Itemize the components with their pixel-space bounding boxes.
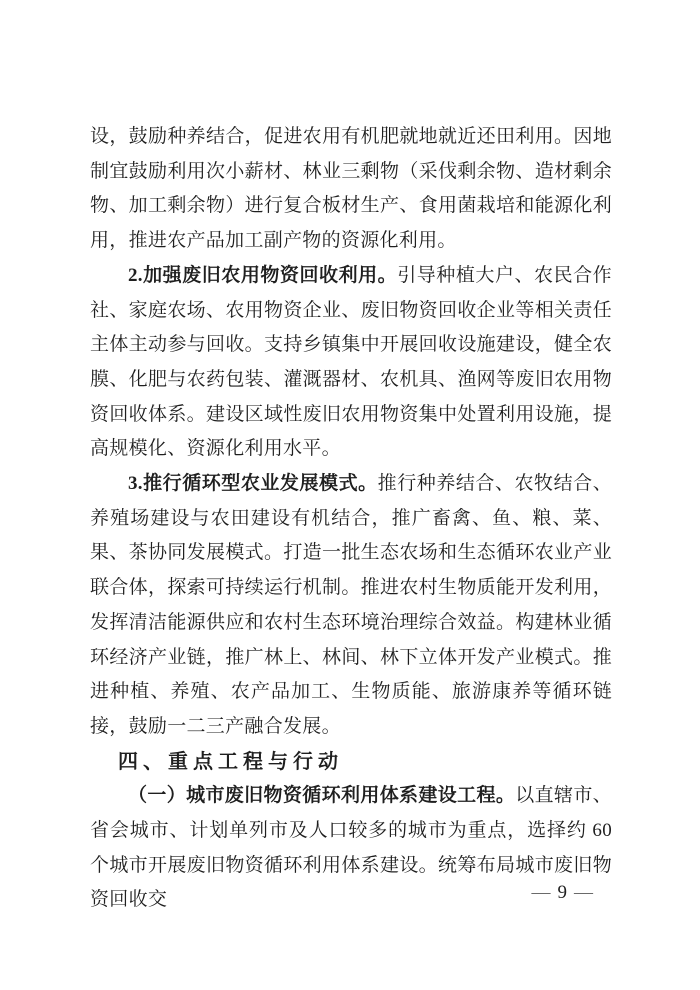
page-number-value: 9 bbox=[557, 882, 568, 903]
paragraph: 2.加强废旧农用物资回收利用。引导种植大户、农民合作社、家庭农场、农用物资企业、废旧物资回收企业等相关责任主体主动参与回收。支持乡镇集中开展回收设施建设，健全农膜、化肥与农药包装、灌溉器材、农机具、渔网等废旧农用物资回收体系。建设区域性废旧农用物资集中处置利用设施，提高规模化、资源化利用水平。 bbox=[90, 264, 612, 460]
paragraph: 设，鼓励种养结合，促进农用有机肥就地就近还田利用。因地制宜鼓励利用次小薪材、林业三剩物（采伐剩余物、造材剩余物、加工剩余物）进行复合板材生产、食用菌栽培和能源化利用，推进农产品加工副产物的资源化利用。 bbox=[90, 126, 612, 252]
document-body bbox=[90, 120, 612, 918]
paragraph: （一）城市废旧物资循环利用体系建设工程。以直辖市、省会城市、计划单列市及人口较多的城市为重点，选择约 60 个城市开展废旧物资循环利用体系建设。统筹布局城市废旧物资回收交 bbox=[90, 785, 612, 911]
paragraph-lead: （一）城市废旧物资循环利用体系建设工程。 bbox=[128, 785, 516, 807]
paragraph-lead: 3.推行循环型农业发展模式。 bbox=[128, 473, 378, 495]
section-heading: 四、重点工程与行动 bbox=[118, 750, 343, 773]
page-number-dash-left: — bbox=[531, 882, 552, 903]
paragraph-lead: 2.加强废旧农用物资回收利用。 bbox=[128, 264, 398, 286]
paragraph: 3.推行循环型农业发展模式。推行种养结合、农牧结合、养殖场建设与农田建设有机结合，推广畜禽、鱼、粮、菜、果、茶协同发展模式。打造一批生态农场和生态循环农业产业联合体，探索可持续运行机制。推进农村生物质能开发利用，发挥清洁能源供应和农村生态环境治理综合效益。构建林业循环经济产业链，推广林上、林间、林下立体开发产业模式。推进种植、养殖、农产品加工、生物质能、旅游康养等循环链接，鼓励一二三产融合发展。 bbox=[90, 473, 612, 737]
page-number-dash-right: — bbox=[574, 882, 594, 903]
page-number bbox=[526, 882, 601, 904]
